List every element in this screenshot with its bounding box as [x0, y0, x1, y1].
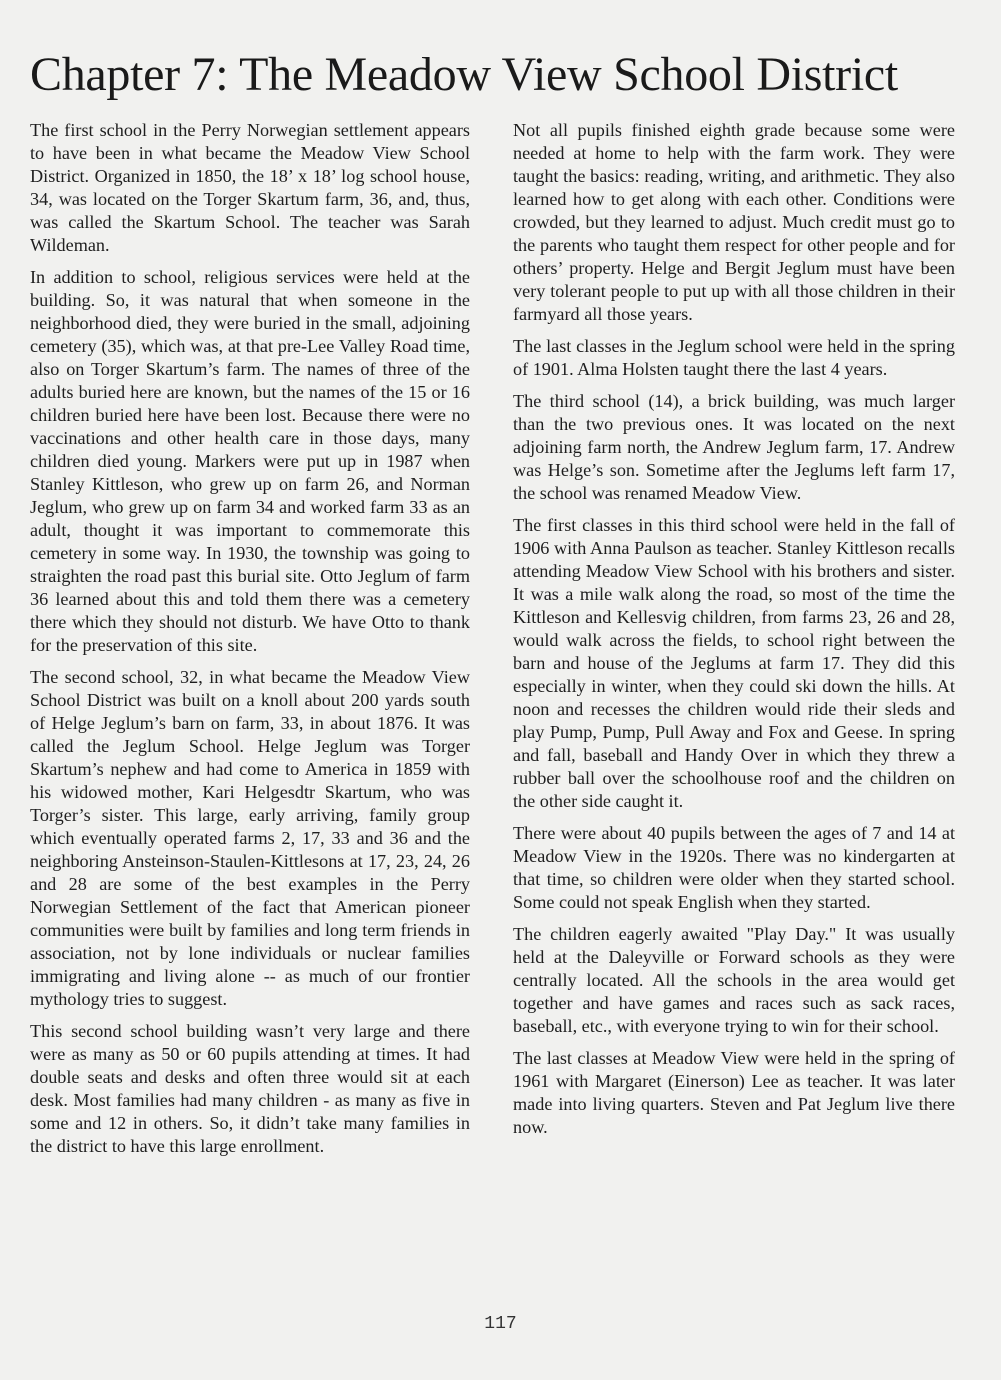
- paragraph-play-day: The children eagerly awaited "Play Day." It was usually held at the Daleyville or Forward schools as they were centrally located. All the schools in the area would get together and have games and races such as sack races, baseball, etc., with everyone trying to win for their school.: [513, 924, 955, 1036]
- paragraph-third-school: The third school (14), a brick building, was much larger than the two previous ones. It was located on the next adjoining farm north, the Andrew Jeglum farm, 17. Andrew was Helge’s son. Sometime after the Jeglums left farm 17, the school was renamed Meadow View.: [513, 391, 955, 503]
- paragraph-last-classes: The last classes at Meadow View were held in the spring of 1961 with Margaret (Einerson) Lee as teacher. It was later made into living quarters. Steven and Pat Jeglum live there now.: [513, 1048, 955, 1137]
- paragraph-first-classes: The first classes in this third school were held in the fall of 1906 with Anna Paulson as teacher. Stanley Kittleson recalls attending Meadow View School with his brothers and sister. It was a mile walk along the road, so most of the time the Kittleson and Kellesvig children, from farms 23, 26 and 28, would walk across the fields, to school right between the barn and house of the Jeglums at farm 17. They did this especially in winter, when they could ski down the hills. At noon and recesses the children would ride their sleds and play Pump, Pump, Pull Away and Fox and Geese. In spring and fall, baseball and Handy Over in which they threw a rubber ball over the schoolhouse roof and the children on the other side caught it.: [513, 515, 955, 811]
- paragraph-pupils: Not all pupils finished eighth grade because some were needed at home to help with the farm work. They were taught the basics: reading, writing, and arithmetic. They also learned how to get along with each other. Conditions were crowded, but they learned to adjust. Much credit must go to the parents who taught them respect for other people and for others’ property. Helge and Bergit Jeglum must have been very tolerant people to put up with all those children in their farmyard all those years.: [513, 120, 955, 324]
- paragraph-enrollment: This second school building wasn’t very large and there were as many as 50 or 60 pupils attending at times. It had double seats and desks and often three would sit at each desk. Most families had many children - as many as five in some and 12 in others. So, it didn’t take many families in the district to have this large enrollment.: [30, 1021, 470, 1156]
- right-column: [513, 119, 955, 1148]
- paragraph-skartum-school: The first school in the Perry Norwegian settlement appears to have been in what became the Meadow View School District. Organized in 1850, the 18’ x 18’ log school house, 34, was located on the Torger Skartum farm, 36, and, thus, was called the Skartum School. The teacher was Sarah Wildeman.: [30, 120, 470, 255]
- left-column: [30, 119, 470, 1167]
- paragraph-cemetery: In addition to school, religious services were held at the building. So, it was natural that when someone in the neighborhood died, they were buried in the small, adjoining cemetery (35), which was, at that pre-Lee Valley Road time, also on Torger Skartum’s farm. The names of three of the adults buried here are known, but the names of the 15 or 16 children buried here have been lost. Because there were no vaccinations and other health care in those days, many children died young. Markers were put up in 1987 when Stanley Kittleson, who grew up on farm 26, and Norman Jeglum, who grew up on farm 34 and worked farm 33 as an adult, thought it was important to commemorate this cemetery in some way. In 1930, the township was going to straighten the road past this burial site. Otto Jeglum of farm 36 learned about this and told them there was a cemetery there which they should not disturb. We have Otto to thank for the preservation of this site.: [30, 267, 470, 655]
- paragraph-jeglum-school: The second school, 32, in what became the Meadow View School District was built on a knoll about 200 yards south of Helge Jeglum’s barn on farm, 33, in about 1876. It was called the Jeglum School. Helge Jeglum was Torger Skartum’s nephew and had come to America in 1859 with his widowed mother, Kari Helgesdtr Skartum, who was Torger’s sister. This large, early arriving, family group which eventually operated farms 2, 17, 33 and 36 and the neighboring Ansteinson-Staulen-Kittlesons at 17, 23, 24, 26 and 28 are some of the best examples in the Perry Norwegian Settlement of the fact that American pioneer communities were built by families and long term friends in association, not by lone individuals or nuclear families immigrating and living alone -- as much of our frontier mythology tries to suggest.: [30, 667, 470, 1009]
- page-title: Chapter 7: The Meadow View School District: [30, 48, 898, 101]
- paragraph-last-jeglum-classes: The last classes in the Jeglum school were held in the spring of 1901. Alma Holsten taught there the last 4 years.: [513, 336, 955, 379]
- page-number: 117: [484, 1314, 517, 1334]
- paragraph-1920s-pupils: There were about 40 pupils between the ages of 7 and 14 at Meadow View in the 1920s. There was no kindergarten at that time, so children were older when they started school. Some could not speak English when they started.: [513, 823, 955, 912]
